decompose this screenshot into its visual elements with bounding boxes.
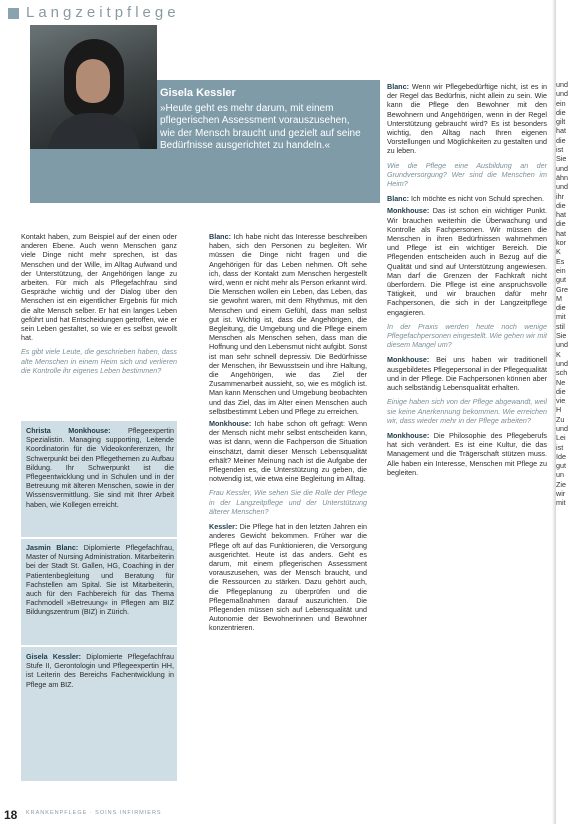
bio-divider: [21, 645, 177, 647]
speaker-label: Blanc:: [387, 82, 409, 91]
edge-line: die: [556, 303, 566, 313]
bio-blanc: [26, 543, 174, 617]
page-number: 18: [4, 808, 18, 822]
bio-monkhouse: [26, 426, 174, 509]
edge-line: die: [556, 386, 566, 396]
speaker-label: Monkhouse:: [387, 430, 430, 440]
column-2: [209, 232, 367, 636]
col3-paragraph-4: [387, 355, 547, 392]
col2-paragraph-3: [209, 522, 367, 632]
bio-name: Christa Monkhouse:: [26, 426, 111, 435]
column-1: [21, 232, 177, 381]
banner-quote: »Heute geht es mehr darum, mit einem pflegerischen Assessment vorauszusehen, wie der Mensch braucht und gezielt auf seine Bedürfnisse ausgerichtet zu handeln.«: [160, 102, 361, 152]
edge-line: Sie: [556, 154, 567, 164]
column-3: [387, 82, 547, 480]
paragraph-text: Die Philosophie des Pflegeberufs hat sich verändert. Es ist eine Kultur, die das Management und die Trägerschaft stützen muss. Alle haben ein Interesse, Menschen mit Pflege zu begleiten.: [387, 430, 547, 477]
bio-text: Diplomierte Pflegefachfrau Stufe II, Gerontologin und Pflegeexpertin HH, ist Leiterin des Bereichs Fachentwicklung in Pflege am BIZ.: [26, 652, 174, 689]
speaker-label: Blanc:: [209, 232, 231, 241]
speaker-label: Monkhouse:: [387, 206, 430, 216]
paragraph-text: Das ist schon ein wichtiger Punkt. Wir brauchen weiterhin die Überwachung und Kontrolle als Fachpersonen. Wir müssen die Menschen in ihren Bedürfnissen wahrnehmen und Pflege ist ein wichtiger Bereich. Die Pflegenden entscheiden auch in Bezug auf die Qualität und sind auf Unterstützung angewiesen. Man darf die Grenzen der Fachkraft nicht überfordern. Die Pflege ist eine anspruchsvolle Tätigkeit, und wir brauchen dafür mehr Fachpersonen, die sich in der Langzeitpflege engagieren.: [387, 206, 548, 317]
speaker-label: Blanc:: [387, 194, 409, 204]
edge-line: Ne: [556, 377, 566, 387]
bio-name: Jasmin Blanc:: [26, 543, 79, 552]
edge-line: ist: [556, 145, 564, 155]
edge-line: H: [556, 405, 562, 415]
col3-paragraph-1: [387, 82, 547, 156]
paragraph-text: Die Pflege hat in den letzten Jahren ein anderes Gewicht bekommen. Früher war die Pflege oft auf das Funktionieren, die Versorgung ausgerichtet. Heute ist das anders. Geht es darum, mit einem pflegerischen Assessment vorauszusehen, was der Mensch braucht, und die Ressourcen zu stärken. Dazu gehört auch, die Pflegeplanung zu überprüfen und die Pflegemaßnahmen darauf auszurichten. Die Pflegenden müssen sich auf Lebensqualität und Autonomie der Bewohnerinnen und Bewohner konzentrieren.: [209, 522, 368, 633]
edge-line: kor: [556, 238, 566, 248]
edge-line: gilt: [556, 117, 566, 127]
edge-line: hat: [556, 126, 566, 136]
paragraph-text: Wenn wir Pflegebedürftige nicht, ist es in der Regel das Bedürfnis, nicht allein zu sein. Wie kann die Pflege den Bewohner mit den Bewohnern und Angehörigen, wenn in der Regel Unterstützung gebraucht wird? Es ist besonders wichtig, den Alltag nach Ihren eigenen Vorstellungen und Möglichkeiten zu gestalten und zu leben.: [387, 82, 547, 156]
section-title: Langzeitpflege: [26, 4, 180, 21]
edge-line: und: [556, 80, 568, 89]
col2-question: Frau Kessler, Wie sehen Sie die Rolle der Pflege in der Langzeitpflege und der Unterstützung älterer Menschen?: [209, 488, 367, 516]
portrait-body: [48, 113, 140, 149]
col3-question-2: In der Praxis werden heute noch wenige Pflegefachpersonen eingestellt. Wie gehen wir mit diesem Mangel um?: [387, 321, 547, 350]
col2-paragraph-1: [209, 232, 367, 416]
edge-line: und: [556, 89, 568, 99]
footer-text: KRANKENPFLEGE · SOINS INFIRMIERS: [26, 810, 162, 816]
edge-line: ist: [556, 442, 564, 452]
col1-paragraph: Kontakt haben, zum Beispiel auf der einen oder anderen Ebene. Auch wenn Menschen ganz viele Dinge nicht mehr sprechen, ist das Menschen und der Wille, im Alltag Aufwand und der Unterstützung, der Angehörigen lange zu arbeiten. Für mich als Pflegefachfrau sind Gespräche wichtig und der Dialog über den Menschen ist ein eigentlicher Ergebnis für mich die alte Mensch selber. Er hat ein langes Leben geführt und hat Entscheidungen getroffen, wie er sein Leben gestaltet, so wie er es selbst gewollt hat.: [21, 232, 177, 343]
edge-line: und: [556, 182, 568, 192]
edge-line: gut: [556, 461, 566, 471]
col3-question-3: Einige haben sich von der Pflege abgewandt, weil sie keine Anerkennung bekommen. Wie erreichen wir, dass wieder mehr in der Pflege arbeiten?: [387, 397, 547, 425]
edge-line: M: [556, 293, 562, 303]
edge-line: ein: [556, 98, 566, 108]
edge-line: sch: [556, 368, 568, 378]
edge-line: hat: [556, 210, 566, 220]
col3-paragraph-5: [387, 431, 547, 477]
edge-line: und: [556, 340, 568, 350]
speaker-label: Monkhouse:: [209, 419, 252, 429]
portrait-face: [76, 59, 110, 103]
col3-paragraph-3: [387, 206, 547, 316]
bio-text: Diplomierte Pflegefachfrau, Master of Nursing Administration. Mitarbeiterin bei der Stadt St. Gallen, HG, Coaching in der Patientenbegleitung und Beratung für Fachstellen am Spital. Sie ist Mitarbeiterin, auch für den Fachbereich für das Thema Fachmodell »Betreuung« in Pflegen am BIZ Bildungszentrum (BIZ) in Zürich.: [26, 543, 175, 617]
banner-name: Gisela Kessler: [160, 87, 236, 99]
edge-line: Gre: [556, 284, 568, 294]
edge-line: die: [556, 107, 566, 117]
paragraph-text: Bei uns haben wir traditionell ausgebildetes Pflegepersonal in der Pflegequalität und in der Pflege. Die Fachpersonen können aber auch selbständig Lebensqualität erhalten.: [387, 355, 547, 393]
portrait-photo: [30, 25, 157, 149]
edge-line: Zu: [556, 414, 565, 424]
speaker-label: Kessler:: [209, 522, 238, 532]
edge-line: Ide: [556, 451, 566, 461]
edge-line: ein: [556, 265, 566, 275]
paragraph-text: Ich habe schon oft gefragt: Wenn der Mensch nicht mehr selbst entscheiden kann, was ist dann, wenn die Fachperson die Situation einschätzt, damit dieser Mensch Lebensqualität erhält? Meiner Meinung nach ist die Aufgabe der Pflegenden es, die Unterstützung zu geben, die notwendig ist, wie etwa eine Begleitung im Alltag.: [209, 419, 367, 484]
edge-line: mit: [556, 498, 566, 508]
paragraph-text: Ich möchte es nicht von Schuld sprechen.: [410, 194, 545, 204]
edge-line: die: [556, 219, 566, 229]
edge-line: ähn: [556, 172, 568, 182]
edge-line: und: [556, 423, 568, 433]
bio-name: Gisela Kessler:: [26, 652, 82, 661]
edge-line: die: [556, 200, 566, 210]
edge-line: Es: [556, 256, 565, 266]
edge-line: mit: [556, 312, 566, 322]
edge-line: und: [556, 163, 568, 173]
edge-line: un: [556, 470, 564, 480]
edge-line: Lei: [556, 433, 566, 443]
section-marker-square: [8, 8, 19, 19]
bio-divider: [21, 537, 177, 539]
speaker-label: Monkhouse:: [387, 355, 430, 365]
col1-question: Es gibt viele Leute, die geschrieben haben, dass alte Menschen in einem Heim sich und verlieren die Kontrolle ihr eigenes Leben bestimmen?: [21, 347, 177, 375]
edge-line: K: [556, 349, 561, 359]
col3-question-1: Wie die Pflege eine Ausbildung an der Grundversorgung? Wer sind die Menschen im Heim?: [387, 160, 547, 189]
col2-paragraph-2: [209, 419, 367, 483]
edge-line: die: [556, 135, 566, 145]
edge-line: Zie: [556, 479, 566, 489]
edge-line: Sie: [556, 331, 567, 341]
edge-line: und: [556, 358, 568, 368]
banner-text: [160, 87, 365, 153]
col3-paragraph-2: [387, 194, 547, 203]
edge-line: ihr: [556, 191, 564, 201]
next-page-edge-text: [556, 80, 586, 800]
edge-line: K: [556, 247, 561, 257]
bio-text: Pflegeexpertin Spezialistin. Managing supporting, Leitende Koordinatorin für die Videokonferenzen, Ihr Schwerpunkt bei den Pflegethemen zu Aufbau Bildung. Ihr Schwerpunkt ist die Pflegeentwicklung und in Schulen und in der Betreuung mit älteren Menschen, sowie in der Wissensvermittlung. Sie sind mit Ihrer Arbeit haben, wie Kollegen erreicht.: [26, 426, 174, 509]
edge-line: gut: [556, 275, 566, 285]
paragraph-text: Ich habe nicht das Interesse beschreiben haben, sich den Personen zu begleiten. Wir müssen die Dinge nicht fragen und die Angehörigen für das Leben nehmen. Oft sehe ich, dass der Kontakt zum Menschen hergestellt wird, wenn er nicht mehr als Person erkannt wird. Die Menschen wollen ein Leben, das Leben, das sie gewohnt waren, mit dem Rhythmus, mit den Menschen und einem Gefühl, dass man selbst gut ist. Wichtig ist, dass die Angehörigen, die Begleitung, die Umgebung und die Pflege einem Menschen als Menschen sehen, dass man die Hoffnung und den Lebensmut nicht aufgibt. Sonst ist man sehr schnell depressiv. Die Bedürfnisse der Menschen, ihr Bewusstsein und ihre Haltung, die Angehörigen, wie das Ziel der Zusammenarbeit aussieht, so, wie es möglich ist. Man kann Menschen und Umgebung beobachten und das Ziel, das im Alter einen Menschen auch selbstbestimmt Leben und Pflege zu erreichen.: [209, 232, 367, 416]
edge-line: wir: [556, 489, 566, 499]
bio-kessler: [26, 652, 174, 689]
edge-line: stil: [556, 321, 565, 331]
edge-line: hat: [556, 228, 566, 238]
edge-line: vie: [556, 396, 566, 406]
